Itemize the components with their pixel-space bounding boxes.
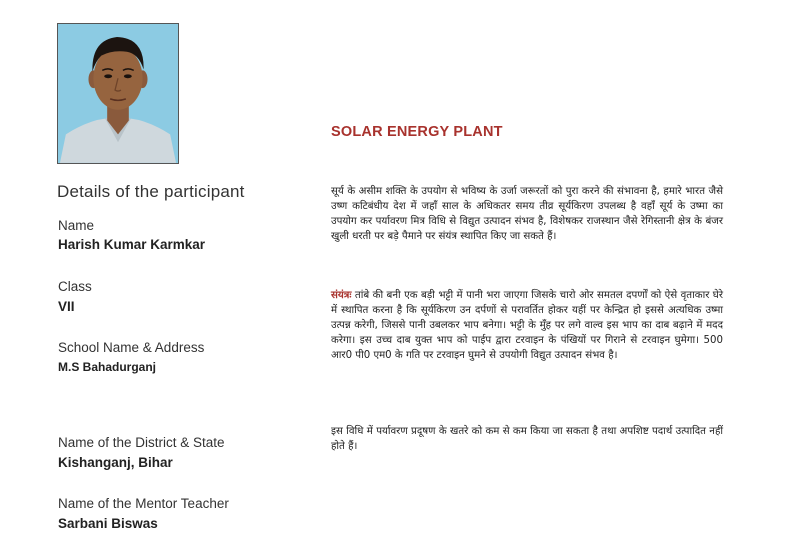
mentor-label: Name of the Mentor Teacher — [58, 496, 229, 511]
participant-photo — [57, 23, 179, 164]
name-value: Harish Kumar Karmkar — [58, 237, 206, 252]
project-paragraph-conclusion: इस विधि में पर्यावरण प्रदूषण के खतरे को कम से कम किया जा सकता है तथा अपशिष्ट पदार्थ उत्पादित नहीं होते हैं। — [331, 426, 723, 452]
plant-description: तांबे की बनी एक बड़ी भट्टी में पानी भरा जाएगा जिसके चारो ओर समतल दपर्णों को ऐसे वृताकार घेरे में स्थापित करना है कि सूर्यकिरण उन दर्पणों से परावर्तित होकर यहीं पर केन्द्रित हो इससे अत्यधिक उष्मा उत्पन्न करेगी, जिससे पानी उबलकर भाप बनेगा। भट्टी के मुँह पर लगे वाल्व इस भाप का दाब बढ़ाने में मदद करेगा। इस उच्च दाब युक्त भाप को पाईप द्वारा टरवाइन के पंखियों पर गिराने से टरवाइन घुमेगा। 500 आर0 पी0 एम0 के गति पर टरवाइन घुमने से उपयोगी विद्युत उत्पादन संभव है। — [331, 290, 723, 361]
district-value: Kishanganj, Bihar — [58, 455, 173, 470]
project-title: SOLAR ENERGY PLANT — [331, 124, 503, 140]
school-label: School Name & Address — [58, 340, 205, 355]
name-label: Name — [58, 218, 95, 233]
district-label: Name of the District & State — [58, 435, 225, 450]
class-label: Class — [58, 279, 92, 294]
details-heading: Details of the participant — [57, 182, 245, 201]
plant-lead-label: संयंत्रः — [331, 290, 352, 301]
class-value: VII — [58, 299, 75, 314]
project-paragraph-plant — [331, 288, 723, 363]
school-value: M.S Bahadurganj — [58, 360, 157, 374]
participant-portrait-image — [58, 24, 178, 163]
mentor-value: Sarbani Biswas — [58, 516, 158, 531]
project-paragraph-intro: सूर्य के असीम शक्ति के उपयोग से भविष्य के उर्जा जरूरतों को पुरा करने की संभावना है, हमारे भारत जैसे उष्ण कटिबंधीय देश में जहाँ साल के अधिकतर समय तीव्र सूर्यकिरण उपलब्ध है वहाँ सूर्य के उष्मा का उपयोग कर पर्यावरण मित्र विधि से विद्युत उत्पादन संभव है, विशेषकर राजस्थान जैसे रेगिस्तानी क्षेत्र के बंजर खुली धरती पर बड़े पैमाने पर संयंत्र स्थापित किए जा सकते हैं। — [331, 186, 723, 242]
